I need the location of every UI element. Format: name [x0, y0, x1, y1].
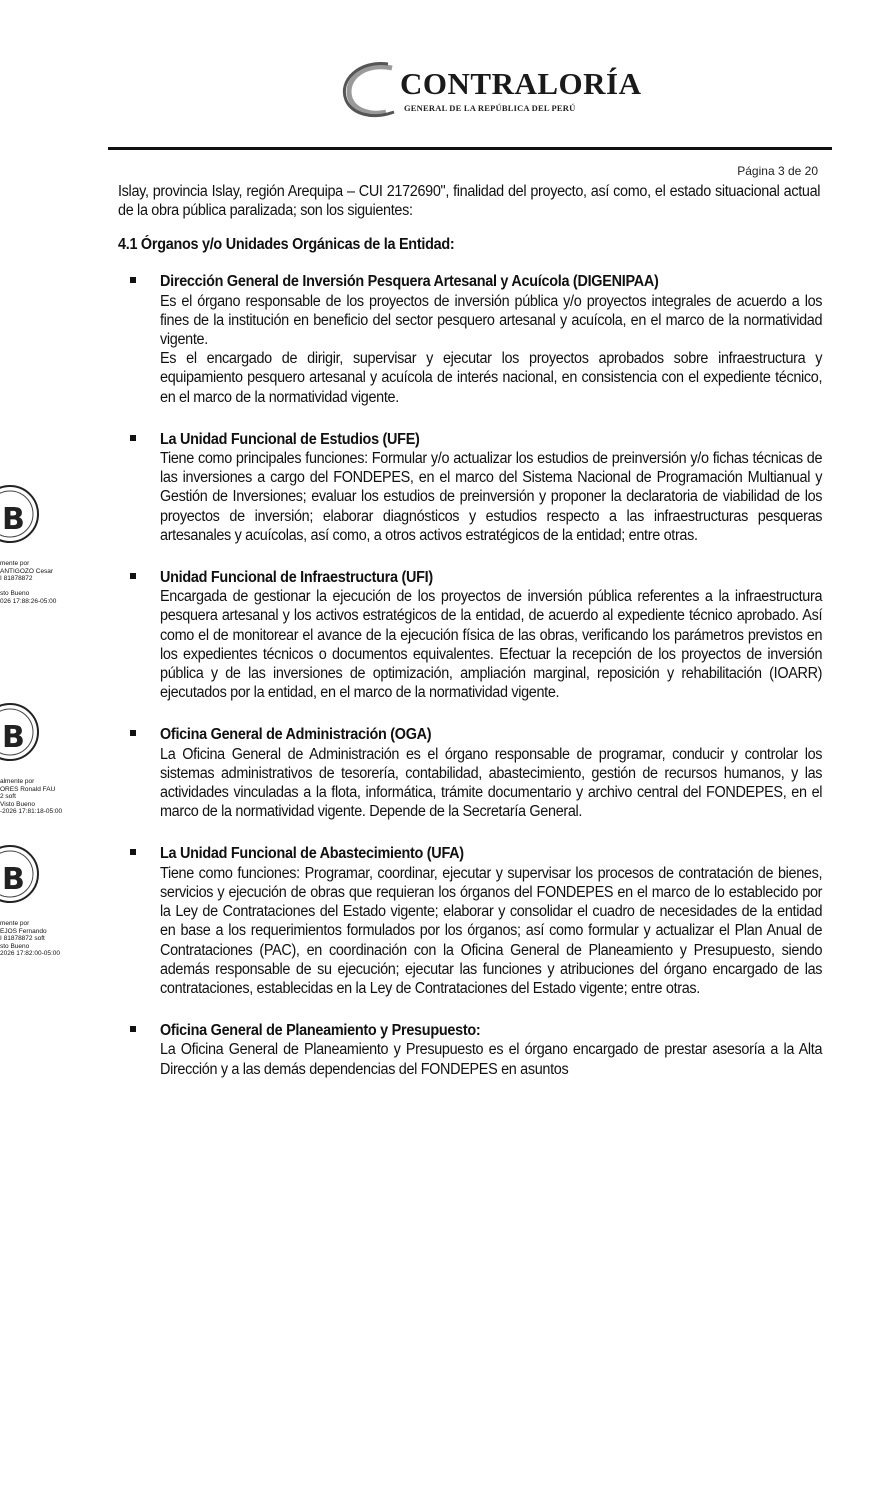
logo-swoosh-icon: [336, 58, 408, 122]
signature-stamp: [0, 474, 84, 605]
item-paragraph: La Oficina General de Administración es el órgano responsable de programar, conducir y controlar los sistemas administrativos de tesorería, contabilidad, abastecimiento, gestión de recursos humanos, y las actividades vinculadas a la flota, informática, trámite documentario y archivo central del FONDEPES, en el marco de la normatividad vigente. Depende de la Secretaría General.: [160, 745, 823, 821]
item-title: Unidad Funcional de Infraestructura (UFI): [160, 569, 433, 587]
item-paragraph: Es el órgano responsable de los proyectos de inversión pública y/o proyectos integrales de acuerdo a los fines de la institución en beneficio del sector pesquero artesanal y acuícola, en el marco de la normatividad vigente.: [160, 292, 823, 349]
list-item: [118, 1021, 822, 1079]
bullet-icon: [130, 1026, 136, 1032]
svg-text:B: B: [2, 502, 25, 537]
bullet-icon: [130, 573, 136, 579]
page-number: Página 3 de 20: [737, 164, 818, 178]
item-title: Oficina General de Planeamiento y Presupuesto:: [160, 1022, 481, 1040]
item-title: Dirección General de Inversión Pesquera Artesanal y Acuícola (DIGENIPAA): [160, 273, 659, 291]
section-heading: 4.1 Órganos y/o Unidades Orgánicas de la Entidad:: [118, 236, 455, 254]
logo-title: CONTRALORÍA: [400, 66, 642, 101]
list-item: [118, 272, 822, 406]
svg-text:B: B: [2, 862, 25, 897]
visto-bueno-seal-icon: [0, 834, 42, 918]
item-paragraph: Es el encargado de dirigir, supervisar y ejecutar los proyectos aprobados sobre infraestructura y equipamiento pesquero artesanal y acuícola de interés nacional, en consistencia con el expediente técnico, en el marco de la normatividad vigente.: [160, 350, 823, 406]
document-body: [118, 182, 822, 1102]
item-paragraph: La Oficina General de Planeamiento y Presupuesto es el órgano encargado de prestar asesoría a la Alta Dirección y a las demás dependencias del FONDEPES en asuntos: [160, 1041, 823, 1078]
stamp-text: mente por ANTIGOZO Cesar I 81878872 sto Bueno 026 17:88:26-05:00: [0, 560, 57, 605]
stamp-text: mente por EJOS Fernando I 81878872 soft sto Bueno 2026 17:82:00-05:00: [0, 920, 60, 957]
signature-stamp: [0, 834, 84, 958]
bullet-icon: [130, 730, 136, 736]
signature-stamp: [0, 692, 84, 816]
bullet-icon: [130, 277, 136, 283]
logo-subtitle: GENERAL DE LA REPÚBLICA DEL PERÚ: [404, 103, 576, 113]
contraloria-logo: [336, 58, 656, 128]
bullet-icon: [130, 849, 136, 855]
visto-bueno-seal-icon: [0, 692, 42, 776]
item-paragraph: Tiene como principales funciones: Formular y/o actualizar los estudios de preinversión y/o fichas técnicas de las inversiones a cargo del FONDEPES, en el marco del Sistema Nacional de Programación Multianual y Gestión de Inversiones; evaluar los estudios de preinversión y proponer la declaratoria de viabilidad de los proyectos de inversión; elaborar diagnósticos y estudios respecto a las infraestructuras pesqueras artesanales y acuícolas, así como, a otros activos estratégicos de la entidad; entre otras.: [160, 450, 823, 544]
bullet-icon: [130, 435, 136, 441]
header-divider: [108, 147, 832, 150]
item-paragraph: Encargada de gestionar la ejecución de los proyectos de inversión pública referentes a la infraestructura pesquera artesanal y los activos estratégicos de la entidad, de acuerdo al expediente técnico aprobado. Así como el de monitorear el avance de la ejecución física de las obras, verificando los parámetros previstos en los expedientes técnicos o documentos equivalentes. Efectuar la recepción de los proyectos de inversión pública y de las inversiones de optimización, ampliación marginal, reposición y rehabilitación (IOARR) ejecutados por la entidad, en el marco de la normatividad vigente.: [160, 588, 823, 702]
item-title: La Unidad Funcional de Estudios (UFE): [160, 430, 420, 448]
item-title: Oficina General de Administración (OGA): [160, 726, 432, 744]
intro-paragraph: Islay, provincia Islay, región Arequipa – CUI 2172690", finalidad del proyecto, así como, el estado situacional actual de la obra pública paralizada; son los siguientes:: [118, 183, 821, 220]
item-paragraph: Tiene como funciones: Programar, coordinar, ejecutar y supervisar los procesos de contratación de bienes, servicios y ejecución de obras que requieran los órganos del FONDEPES en el marco de lo establecido por la Ley de Contrataciones del Estado vigente; elaborar y consolidar el cuadro de necesidades de la entidad en base a los requerimientos formulados por los órganos; así como formular y actualizar el Plan Anual de Contrataciones (PAC), en coordinación con la Oficina General de Planeamiento y Presupuesto, siendo además responsable de su ejecución; ejecutar las funciones y atribuciones del órgano encargado de las contrataciones, establecidas en la Ley de Contrataciones del Estado vigente; entre otras.: [160, 864, 823, 997]
item-title: La Unidad Funcional de Abastecimiento (UFA): [160, 845, 464, 863]
list-item: [118, 844, 822, 998]
svg-text:B: B: [2, 720, 25, 755]
list-item: [118, 430, 822, 545]
stamp-text: almente por ORES Ronald FAU 2 soft Visto Bueno -2026 17:81:18-05:00: [0, 778, 63, 815]
list-item: [118, 568, 822, 702]
list-item: [118, 725, 822, 821]
visto-bueno-seal-icon: [0, 474, 42, 558]
